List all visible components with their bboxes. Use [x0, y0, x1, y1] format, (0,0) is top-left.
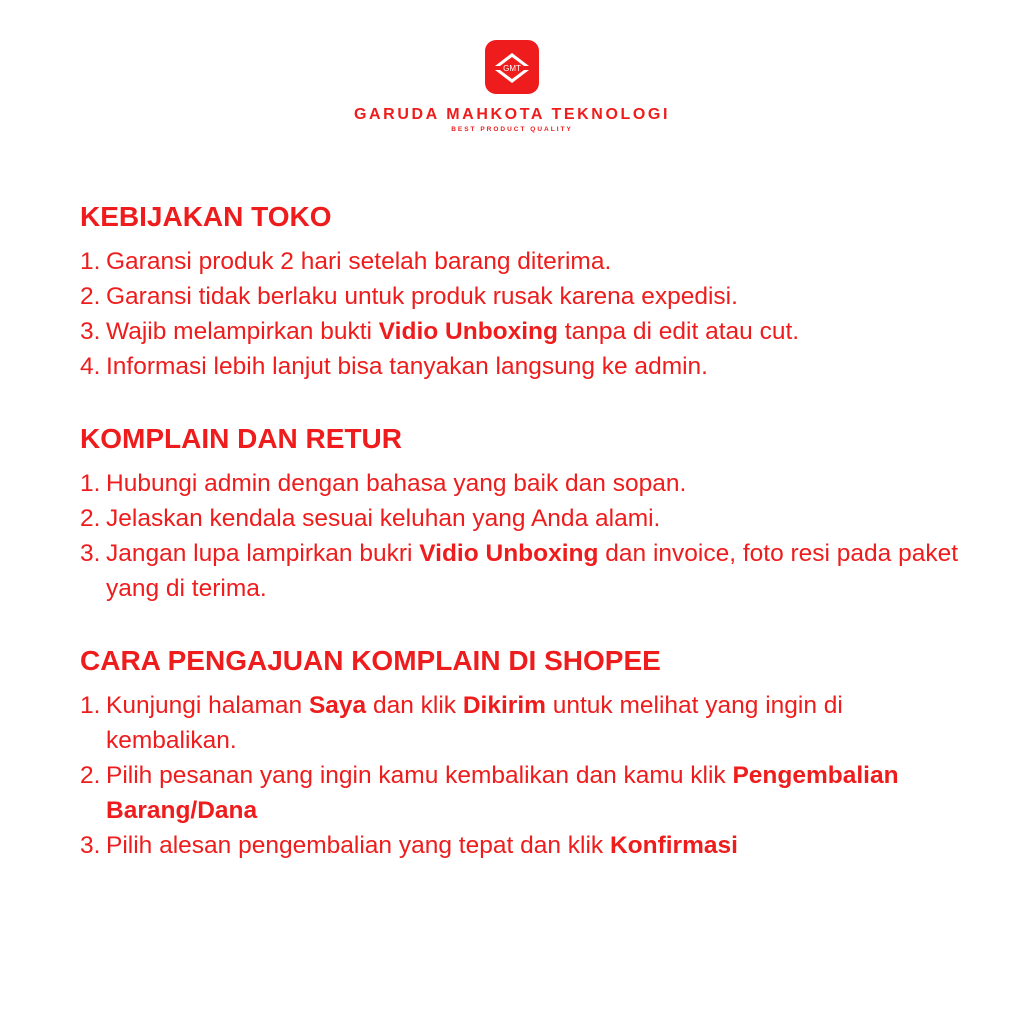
list-item-number: 2.	[80, 283, 101, 310]
list-item	[80, 466, 980, 501]
emphasized-text: Saya	[308, 692, 367, 719]
list-item	[80, 536, 980, 606]
section-title: KEBIJAKAN TOKO	[80, 201, 332, 232]
brand-header	[0, 40, 1024, 133]
list-item-text	[106, 501, 980, 536]
brand-name: GARUDA MAHKOTA TEKNOLOGI	[353, 106, 670, 123]
policy-section	[80, 420, 980, 606]
text-segment: Informasi lebih lanjut bisa tanyakan langsung ke admin.	[106, 353, 708, 380]
emphasized-text: Dikirim	[462, 692, 546, 719]
text-segment: dan invoice, foto resi pada paket yang di terima.	[106, 540, 959, 602]
policy-section	[80, 642, 980, 863]
list-item	[80, 349, 980, 384]
list-item-number: 3.	[80, 318, 101, 345]
text-segment: untuk melihat yang ingin di kembalikan.	[106, 692, 843, 754]
list-item-text	[106, 349, 980, 384]
text-segment: tanpa di edit atau cut.	[558, 318, 800, 345]
list-item-text	[106, 688, 980, 758]
list-item	[80, 758, 980, 828]
list-item	[80, 279, 980, 314]
emphasized-text: Vidio Unboxing	[378, 318, 558, 345]
section-title: KOMPLAIN DAN RETUR	[80, 423, 402, 454]
text-segment: Wajib melampirkan bukti	[106, 318, 379, 345]
policy-section	[80, 198, 980, 384]
list-item-number: 2.	[80, 762, 101, 789]
list-item-text	[106, 828, 980, 863]
text-segment: Hubungi admin dengan bahasa yang baik dan sopan.	[106, 470, 687, 497]
brand-tagline: BEST PRODUCT QUALITY	[451, 126, 573, 133]
list-item-number: 4.	[80, 353, 101, 380]
text-segment: Garansi produk 2 hari setelah barang diterima.	[106, 248, 612, 275]
gmt-logo-icon	[485, 40, 539, 94]
text-segment: Garansi tidak berlaku untuk produk rusak karena expedisi.	[106, 283, 738, 310]
text-segment: Jelaskan kendala sesuai keluhan yang Anda alami.	[106, 505, 661, 532]
text-segment: Pilih alesan pengembalian yang tepat dan klik	[106, 832, 610, 859]
list-item	[80, 244, 980, 279]
list-item-number: 1.	[80, 692, 101, 719]
list-item-text	[106, 244, 980, 279]
text-segment: Pilih pesanan yang ingin kamu kembalikan dan kamu klik	[106, 762, 733, 789]
text-segment: Kunjungi halaman	[106, 692, 309, 719]
list-item	[80, 688, 980, 758]
section-title: CARA PENGAJUAN KOMPLAIN DI SHOPEE	[80, 645, 661, 676]
list-item-text	[106, 758, 980, 828]
text-segment: dan klik	[366, 692, 463, 719]
emphasized-text: Vidio Unboxing	[419, 540, 599, 567]
list-item	[80, 314, 980, 349]
list-item	[80, 828, 980, 863]
emphasized-text: Konfirmasi	[609, 832, 738, 859]
logo-text: GMT	[503, 64, 521, 73]
list-item-text	[106, 279, 980, 314]
list-item-number: 1.	[80, 470, 101, 497]
list-item	[80, 501, 980, 536]
list-item-text	[106, 466, 980, 501]
policy-content	[80, 198, 980, 899]
text-segment: Jangan lupa lampirkan bukri	[106, 540, 420, 567]
list-item-number: 1.	[80, 248, 101, 275]
list-item-text	[106, 314, 980, 349]
list-item-number: 3.	[80, 540, 101, 567]
list-item-text	[106, 536, 980, 606]
emphasized-text: Pengembalian Barang/Dana	[106, 762, 899, 824]
list-item-number: 3.	[80, 832, 101, 859]
list-item-number: 2.	[80, 505, 101, 532]
